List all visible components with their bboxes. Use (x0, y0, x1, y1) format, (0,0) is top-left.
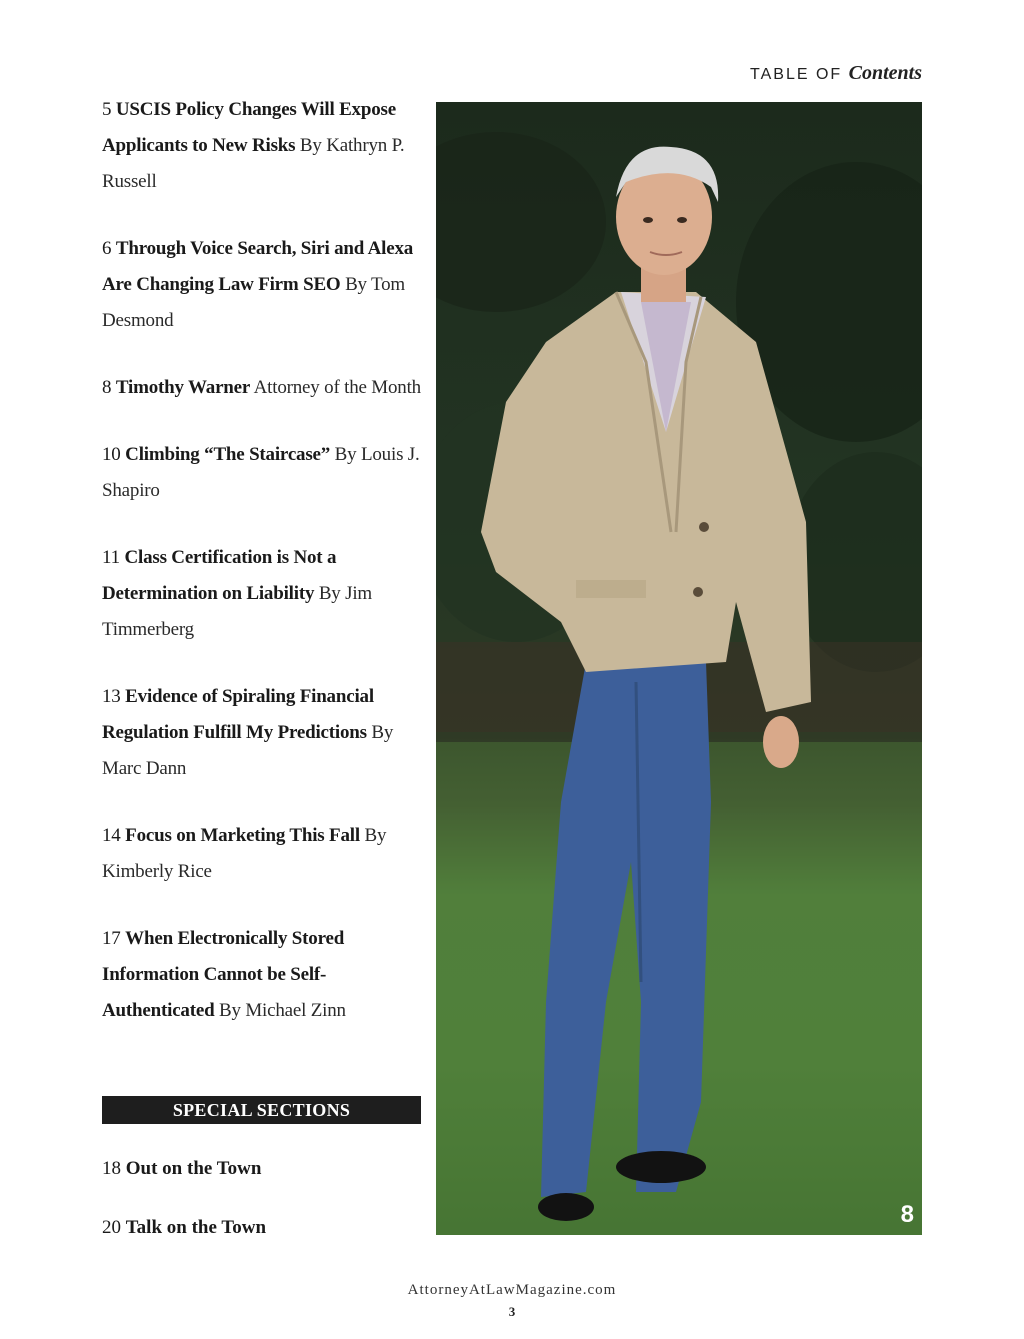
special-sections-heading: SPECIAL SECTIONS (102, 1096, 421, 1124)
entry-byline: By Marc Dann (102, 722, 394, 779)
photo-page-badge: 8 (900, 1201, 914, 1228)
entry-title: Evidence of Spiraling Financial Regulation Fulfill My Predictions (102, 686, 374, 743)
entry-title: Timothy Warner (115, 377, 251, 398)
entry-title: Climbing “The Staircase” (125, 444, 331, 465)
toc-entry[interactable] (102, 921, 422, 1029)
entry-page-number: 11 (102, 547, 120, 568)
entry-title: USCIS Policy Changes Will Expose Applicants to New Risks (102, 99, 396, 156)
toc-header (750, 62, 922, 85)
footer-url[interactable]: AttorneyAtLawMagazine.com (407, 1282, 617, 1298)
special-entry[interactable] (102, 1213, 266, 1243)
entry-byline: By Louis J. Shapiro (102, 444, 420, 501)
page-number: 3 (508, 1304, 516, 1319)
entry-page-number: 8 (102, 377, 112, 398)
entry-byline: By Kimberly Rice (102, 825, 387, 882)
toc-entry[interactable] (102, 231, 422, 339)
entry-title: When Electronically Stored Information Cannot be Self-Authenticated (102, 928, 345, 1021)
entry-byline: By Tom Desmond (102, 274, 406, 331)
entry-page-number: 13 (102, 686, 121, 707)
toc-entry[interactable] (102, 679, 422, 787)
special-entry[interactable] (102, 1154, 261, 1184)
entry-byline: Attorney of the Month (253, 377, 421, 398)
cover-photo[interactable] (436, 102, 922, 1235)
entry-title: Talk on the Town (125, 1217, 267, 1238)
toc-header-script: Contents (848, 62, 922, 84)
entry-page-number: 5 (102, 99, 112, 120)
toc-entry[interactable] (102, 370, 422, 406)
portrait-illustration (436, 102, 922, 1235)
entry-page-number: 18 (102, 1158, 121, 1179)
entry-byline: By Michael Zinn (219, 1000, 346, 1021)
entry-title: Focus on Marketing This Fall (125, 825, 360, 846)
entry-byline: By Kathryn P. Russell (102, 135, 405, 192)
toc-entry[interactable] (102, 437, 422, 509)
entry-title: Out on the Town (125, 1158, 262, 1179)
entry-page-number: 20 (102, 1217, 121, 1238)
entry-page-number: 6 (102, 238, 112, 259)
entry-page-number: 10 (102, 444, 121, 465)
entry-page-number: 14 (102, 825, 121, 846)
toc-entries (102, 92, 422, 1060)
toc-header-prefix: TABLE OF (750, 66, 843, 83)
toc-entry[interactable] (102, 818, 422, 890)
toc-entry[interactable] (102, 92, 422, 200)
toc-entry[interactable] (102, 540, 422, 648)
entry-title: Class Certification is Not a Determination on Liability (102, 547, 337, 604)
entry-page-number: 17 (102, 928, 121, 949)
entry-byline: By Jim Timmerberg (102, 583, 372, 640)
entry-title: Through Voice Search, Siri and Alexa Are Changing Law Firm SEO (102, 238, 414, 295)
